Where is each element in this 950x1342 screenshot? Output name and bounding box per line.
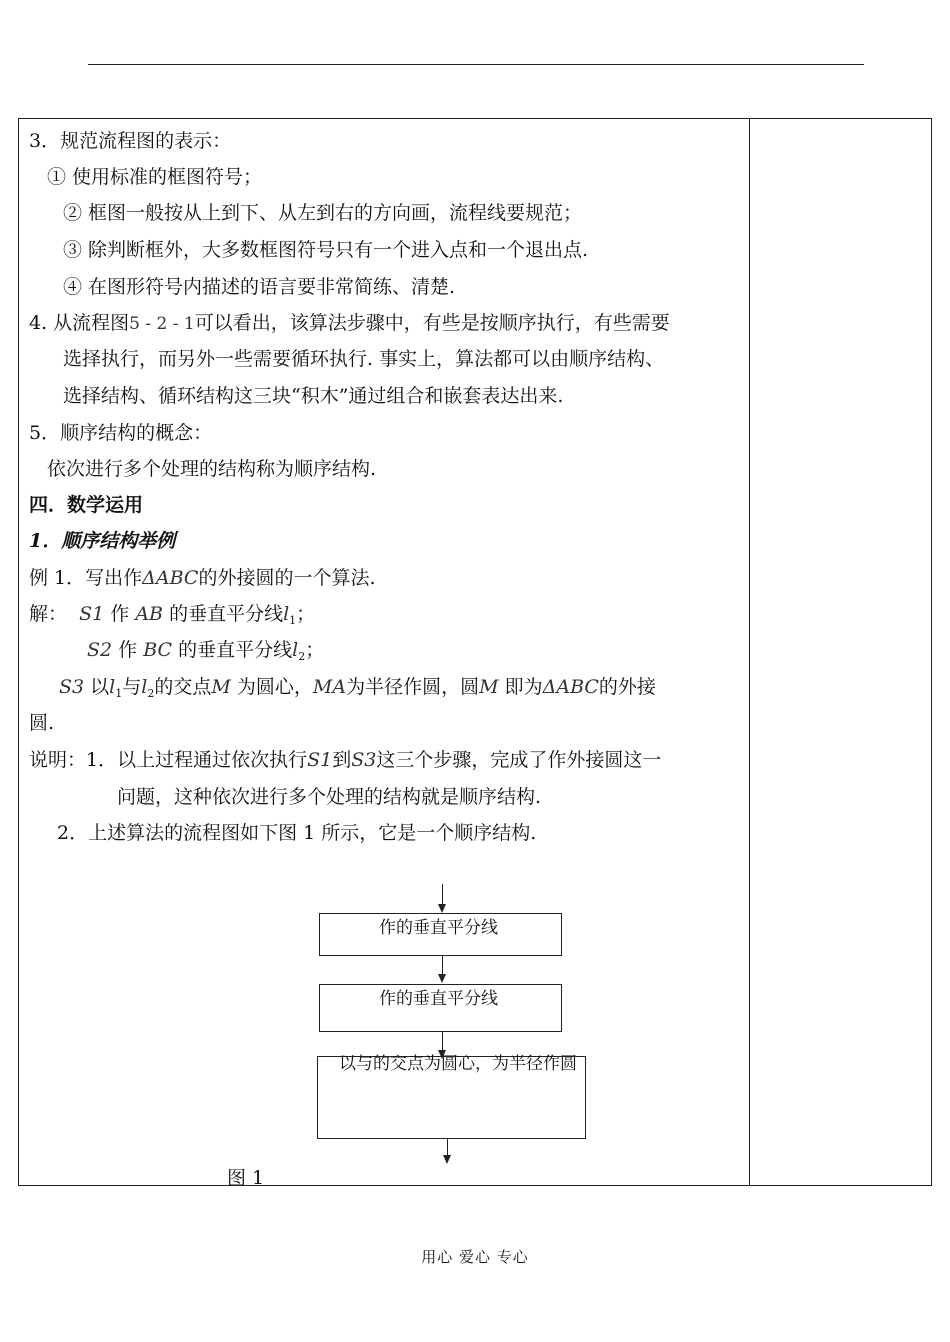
step-3-text-f: 即为 (504, 676, 543, 698)
step-s3: S3 (59, 676, 85, 698)
step-s1: S1 (79, 603, 105, 625)
note-1-text-b: 到 (332, 749, 352, 771)
step-3-text-a: 以 (90, 676, 110, 698)
segment-ma: MA (312, 676, 347, 698)
step-s3: S3 (351, 749, 377, 771)
step-2-text-b: 的垂直平分线 (178, 639, 293, 661)
solution-label: 解： (29, 603, 68, 625)
item-4-line-2: 选择执行，而另外一些需要循环执行. 事实上，算法都可以由顺序结构、 (63, 348, 665, 370)
flow-box-3-label: 以与的交点为圆心，为半径作圆 (339, 1054, 577, 1074)
example-question-a: 例 1．写出作 (29, 567, 143, 589)
step-3-text-c: 的交点 (154, 676, 212, 698)
step-3-text-b: 与 (122, 676, 142, 698)
line-l: l (292, 639, 299, 661)
figure-caption: 图 1 (227, 1167, 265, 1189)
content-table (18, 118, 932, 1189)
page-footer: 用心 爱心 专心 (421, 1248, 529, 1266)
item-3-title: 3．规范流程图的表示： (29, 130, 232, 152)
section-subheading: 1．顺序结构举例 (29, 530, 176, 552)
solution-step-2 (87, 638, 324, 669)
subscript-1: 1 (289, 614, 297, 627)
item-4-line-1 (29, 311, 670, 336)
subscript-2: 2 (298, 650, 306, 663)
item-3-point-3: ③ 除判断框外，大多数框图符号只有一个进入点和一个退出点. (63, 239, 589, 261)
semicolon: ； (305, 639, 325, 661)
line-l: l (141, 676, 148, 698)
note-1-text-c: 这三个步骤，完成了作外接圆这一 (376, 749, 662, 771)
triangle-abc: ΔABC (542, 676, 599, 698)
note-2: 2．上述算法的流程图如下图 1 所示，它是一个顺序结构. (57, 822, 537, 844)
item-3-point-2: ② 框图一般按从上到下、从左到右的方向画，流程线要规范； (63, 202, 583, 224)
flow-arrow-in-head (438, 904, 446, 913)
solution-step-3 (59, 675, 656, 706)
flow-box-2-label: 作的垂直平分线 (379, 989, 498, 1009)
step-1-text-b: 的垂直平分线 (169, 603, 284, 625)
segment-bc: BC (143, 639, 173, 661)
subscript-1: 1 (115, 687, 123, 700)
segment-ab: AB (135, 603, 164, 625)
note-1-text-a: 说明：1．以上过程通过依次执行 (29, 749, 308, 771)
item-3-point-4: ④ 在图形符号内描述的语言要非常简练、清楚. (63, 276, 456, 298)
solution-step-3-cont: 圆. (29, 712, 55, 734)
flow-arrow-in (442, 884, 443, 906)
table-column-divider (749, 119, 750, 1185)
step-3-text-e: 为半径作圆，圆 (346, 676, 480, 698)
point-m: M (479, 676, 499, 698)
section-heading: 四．数学运用 (29, 494, 144, 516)
note-1-line-1 (29, 748, 661, 772)
example-question (29, 566, 375, 590)
flow-arrow-1-head (438, 974, 446, 983)
example-question-b: 的外接圆的一个算法. (198, 567, 376, 589)
step-s1: S1 (307, 749, 333, 771)
step-3-text-g: 的外接 (598, 676, 656, 698)
header-rule (88, 64, 864, 65)
step-3-text-d: 为圆心， (236, 676, 313, 698)
item-4-text-b: 可以看出，该算法步骤中，有些是按顺序执行，有些需要 (194, 312, 670, 334)
point-m: M (211, 676, 231, 698)
flow-arrow-2 (442, 1032, 443, 1052)
item-5-definition: 依次进行多个处理的结构称为顺序结构. (47, 458, 377, 480)
subscript-2: 2 (147, 687, 155, 700)
step-s2: S2 (87, 639, 113, 661)
item-4-line-3: 选择结构、循环结构这三块“积木”通过组合和嵌套表达出来. (63, 385, 564, 407)
step-1-text-a: 作 (110, 603, 130, 625)
flow-arrow-1 (442, 956, 443, 976)
flow-arrow-out-head (443, 1155, 451, 1164)
step-2-text-a: 作 (118, 639, 138, 661)
line-l: l (109, 676, 116, 698)
note-1-line-2: 问题，这种依次进行多个处理的结构就是顺序结构. (117, 786, 542, 808)
flow-box-1-label: 作的垂直平分线 (379, 918, 498, 938)
figure-reference: 5 - 2 - 1 (129, 314, 195, 334)
item-5-title: 5．顺序结构的概念： (29, 422, 213, 444)
solution-step-1 (29, 602, 315, 633)
semicolon: ； (296, 603, 316, 625)
line-l: l (283, 603, 290, 625)
item-4-text-a: 4. 从流程图 (29, 312, 130, 334)
triangle-abc: ΔABC (142, 567, 199, 589)
item-3-point-1: ① 使用标准的框图符号； (47, 166, 263, 188)
